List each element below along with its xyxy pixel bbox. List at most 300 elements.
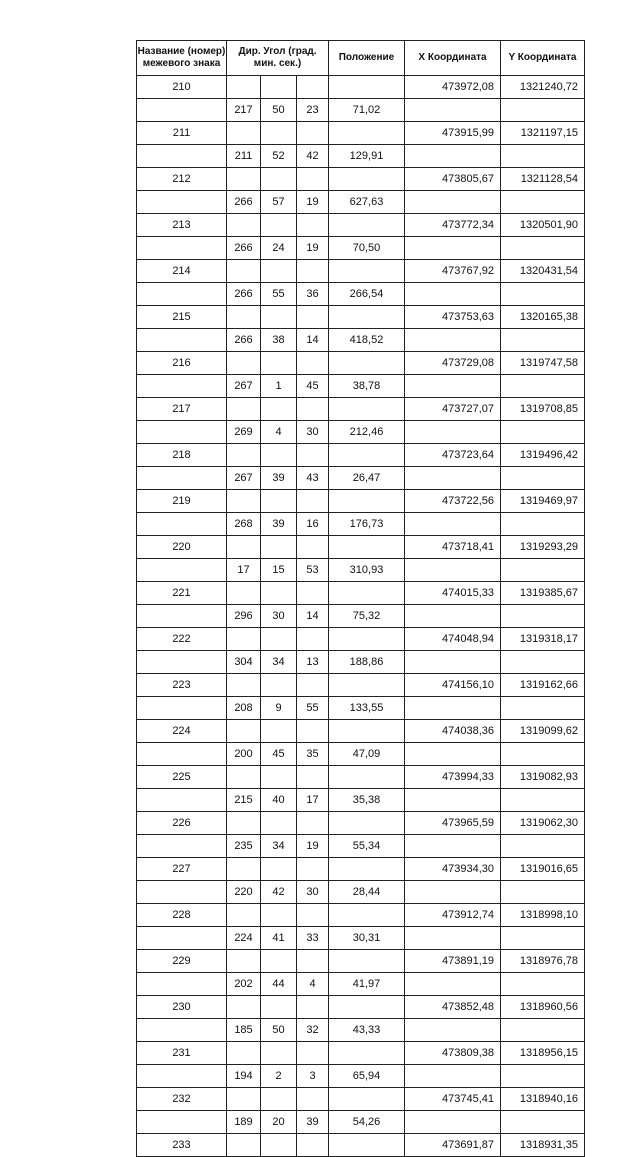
point-name: 232 [137, 1088, 227, 1111]
angle-minutes: 57 [261, 191, 297, 214]
angle-degrees: 217 [227, 99, 261, 122]
empty-cell [261, 306, 297, 329]
point-row [137, 352, 585, 375]
y-coordinate: 1318998,10 [501, 904, 585, 927]
empty-cell [297, 122, 329, 145]
segment-row [137, 743, 585, 766]
empty-cell [261, 950, 297, 973]
angle-minutes: 38 [261, 329, 297, 352]
segment-distance: 627,63 [329, 191, 405, 214]
empty-cell [261, 766, 297, 789]
empty-cell [297, 812, 329, 835]
angle-degrees: 235 [227, 835, 261, 858]
angle-seconds: 4 [297, 973, 329, 996]
y-coordinate: 1319318,17 [501, 628, 585, 651]
point-name: 221 [137, 582, 227, 605]
angle-seconds: 39 [297, 1111, 329, 1134]
segment-distance: 212,46 [329, 421, 405, 444]
y-coordinate: 1320431,54 [501, 260, 585, 283]
empty-cell [297, 628, 329, 651]
point-row [137, 996, 585, 1019]
angle-degrees: 208 [227, 697, 261, 720]
empty-cell [261, 490, 297, 513]
empty-cell [227, 1042, 261, 1065]
empty-cell [405, 789, 501, 812]
empty-cell [297, 950, 329, 973]
x-coordinate: 473727,07 [405, 398, 501, 421]
angle-seconds: 30 [297, 881, 329, 904]
empty-cell [329, 674, 405, 697]
angle-seconds: 32 [297, 1019, 329, 1042]
x-coordinate: 473753,63 [405, 306, 501, 329]
angle-seconds: 13 [297, 651, 329, 674]
angle-minutes: 52 [261, 145, 297, 168]
empty-cell [137, 145, 227, 168]
angle-degrees: 296 [227, 605, 261, 628]
empty-cell [297, 352, 329, 375]
boundary-points-sheet [136, 40, 585, 1157]
point-name: 211 [137, 122, 227, 145]
empty-cell [329, 1088, 405, 1111]
x-coordinate: 473745,41 [405, 1088, 501, 1111]
segment-distance: 418,52 [329, 329, 405, 352]
point-row [137, 812, 585, 835]
empty-cell [329, 812, 405, 835]
segment-distance: 176,73 [329, 513, 405, 536]
empty-cell [261, 1088, 297, 1111]
y-coordinate: 1319062,30 [501, 812, 585, 835]
angle-seconds: 14 [297, 329, 329, 352]
point-row [137, 766, 585, 789]
angle-minutes: 24 [261, 237, 297, 260]
segment-row [137, 467, 585, 490]
angle-minutes: 50 [261, 99, 297, 122]
segment-distance: 47,09 [329, 743, 405, 766]
angle-degrees: 17 [227, 559, 261, 582]
angle-seconds: 53 [297, 559, 329, 582]
point-name: 219 [137, 490, 227, 513]
empty-cell [405, 329, 501, 352]
empty-cell [261, 76, 297, 99]
y-coordinate: 1321240,72 [501, 76, 585, 99]
empty-cell [297, 168, 329, 191]
empty-cell [405, 881, 501, 904]
empty-cell [137, 1111, 227, 1134]
point-row [137, 950, 585, 973]
segment-row [137, 927, 585, 950]
empty-cell [329, 306, 405, 329]
segment-distance: 266,54 [329, 283, 405, 306]
empty-cell [329, 858, 405, 881]
empty-cell [329, 398, 405, 421]
angle-minutes: 39 [261, 513, 297, 536]
point-row [137, 628, 585, 651]
empty-cell [329, 720, 405, 743]
empty-cell [297, 306, 329, 329]
segment-row [137, 605, 585, 628]
angle-seconds: 43 [297, 467, 329, 490]
segment-row [137, 375, 585, 398]
x-coordinate: 473767,92 [405, 260, 501, 283]
y-coordinate: 1319082,93 [501, 766, 585, 789]
x-coordinate: 473891,19 [405, 950, 501, 973]
empty-cell [261, 1134, 297, 1157]
segment-row [137, 881, 585, 904]
point-name: 217 [137, 398, 227, 421]
empty-cell [297, 858, 329, 881]
y-coordinate: 1321128,54 [501, 168, 585, 191]
angle-degrees: 211 [227, 145, 261, 168]
point-row [137, 904, 585, 927]
segment-row [137, 559, 585, 582]
empty-cell [227, 1088, 261, 1111]
empty-cell [329, 628, 405, 651]
y-coordinate: 1318976,78 [501, 950, 585, 973]
empty-cell [405, 973, 501, 996]
empty-cell [261, 628, 297, 651]
point-name: 229 [137, 950, 227, 973]
segment-row [137, 421, 585, 444]
empty-cell [137, 605, 227, 628]
point-name: 216 [137, 352, 227, 375]
point-name: 218 [137, 444, 227, 467]
empty-cell [501, 743, 585, 766]
empty-cell [329, 490, 405, 513]
empty-cell [501, 605, 585, 628]
angle-seconds: 19 [297, 237, 329, 260]
segment-distance: 41,97 [329, 973, 405, 996]
empty-cell [405, 697, 501, 720]
x-coordinate: 473772,34 [405, 214, 501, 237]
empty-cell [501, 927, 585, 950]
empty-cell [297, 1042, 329, 1065]
empty-cell [227, 628, 261, 651]
angle-seconds: 42 [297, 145, 329, 168]
empty-cell [261, 674, 297, 697]
empty-cell [137, 651, 227, 674]
point-row [137, 490, 585, 513]
empty-cell [405, 927, 501, 950]
point-name: 228 [137, 904, 227, 927]
angle-degrees: 202 [227, 973, 261, 996]
empty-cell [227, 996, 261, 1019]
coordinates-table [136, 40, 585, 1157]
angle-seconds: 55 [297, 697, 329, 720]
segment-distance: 129,91 [329, 145, 405, 168]
empty-cell [329, 766, 405, 789]
angle-degrees: 266 [227, 191, 261, 214]
empty-cell [297, 1134, 329, 1157]
empty-cell [137, 237, 227, 260]
angle-minutes: 4 [261, 421, 297, 444]
y-coordinate: 1319099,62 [501, 720, 585, 743]
empty-cell [227, 444, 261, 467]
empty-cell [261, 582, 297, 605]
empty-cell [137, 881, 227, 904]
empty-cell [137, 743, 227, 766]
empty-cell [405, 375, 501, 398]
y-coordinate: 1321197,15 [501, 122, 585, 145]
empty-cell [501, 329, 585, 352]
empty-cell [405, 191, 501, 214]
empty-cell [261, 812, 297, 835]
y-coordinate: 1318960,56 [501, 996, 585, 1019]
point-row [137, 858, 585, 881]
empty-cell [501, 145, 585, 168]
empty-cell [501, 513, 585, 536]
empty-cell [261, 214, 297, 237]
x-coordinate: 473722,56 [405, 490, 501, 513]
point-row [137, 306, 585, 329]
angle-degrees: 266 [227, 237, 261, 260]
empty-cell [137, 927, 227, 950]
y-coordinate: 1318931,35 [501, 1134, 585, 1157]
empty-cell [137, 283, 227, 306]
point-row [137, 398, 585, 421]
x-coordinate: 474015,33 [405, 582, 501, 605]
angle-degrees: 200 [227, 743, 261, 766]
angle-minutes: 30 [261, 605, 297, 628]
segment-distance: 38,78 [329, 375, 405, 398]
empty-cell [137, 697, 227, 720]
point-name: 220 [137, 536, 227, 559]
point-name: 212 [137, 168, 227, 191]
segment-distance: 35,38 [329, 789, 405, 812]
empty-cell [329, 168, 405, 191]
empty-cell [501, 697, 585, 720]
empty-cell [297, 674, 329, 697]
empty-cell [297, 536, 329, 559]
angle-minutes: 34 [261, 651, 297, 674]
point-row [137, 582, 585, 605]
segment-distance: 310,93 [329, 559, 405, 582]
empty-cell [227, 536, 261, 559]
segment-row [137, 283, 585, 306]
empty-cell [227, 214, 261, 237]
segment-distance: 71,02 [329, 99, 405, 122]
empty-cell [261, 122, 297, 145]
empty-cell [329, 76, 405, 99]
empty-cell [137, 513, 227, 536]
x-coordinate: 474038,36 [405, 720, 501, 743]
empty-cell [405, 145, 501, 168]
angle-degrees: 267 [227, 375, 261, 398]
empty-cell [227, 168, 261, 191]
angle-minutes: 15 [261, 559, 297, 582]
empty-cell [137, 375, 227, 398]
angle-minutes: 50 [261, 1019, 297, 1042]
empty-cell [405, 99, 501, 122]
empty-cell [405, 283, 501, 306]
empty-cell [261, 352, 297, 375]
y-coordinate: 1318956,15 [501, 1042, 585, 1065]
point-name: 222 [137, 628, 227, 651]
empty-cell [329, 536, 405, 559]
segment-distance: 30,31 [329, 927, 405, 950]
segment-distance: 65,94 [329, 1065, 405, 1088]
segment-distance: 26,47 [329, 467, 405, 490]
empty-cell [137, 973, 227, 996]
empty-cell [297, 490, 329, 513]
empty-cell [137, 835, 227, 858]
empty-cell [329, 444, 405, 467]
empty-cell [227, 858, 261, 881]
empty-cell [501, 99, 585, 122]
empty-cell [227, 674, 261, 697]
empty-cell [501, 835, 585, 858]
empty-cell [297, 904, 329, 927]
header-y-coordinate: Y Координата [501, 41, 585, 76]
segment-row [137, 1019, 585, 1042]
angle-seconds: 36 [297, 283, 329, 306]
angle-degrees: 266 [227, 329, 261, 352]
point-row [137, 674, 585, 697]
angle-degrees: 266 [227, 283, 261, 306]
empty-cell [501, 191, 585, 214]
point-row [137, 536, 585, 559]
segment-distance: 28,44 [329, 881, 405, 904]
angle-seconds: 14 [297, 605, 329, 628]
angle-seconds: 23 [297, 99, 329, 122]
segment-distance: 70,50 [329, 237, 405, 260]
empty-cell [261, 168, 297, 191]
angle-degrees: 268 [227, 513, 261, 536]
segment-row [137, 145, 585, 168]
angle-minutes: 20 [261, 1111, 297, 1134]
empty-cell [405, 1065, 501, 1088]
point-row [137, 168, 585, 191]
point-row [137, 1134, 585, 1157]
empty-cell [501, 421, 585, 444]
empty-cell [501, 559, 585, 582]
empty-cell [501, 1111, 585, 1134]
angle-minutes: 44 [261, 973, 297, 996]
empty-cell [137, 1019, 227, 1042]
empty-cell [227, 76, 261, 99]
segment-row [137, 329, 585, 352]
segment-row [137, 99, 585, 122]
header-direction-angle: Дир. Угол (град. мин. сек.) [227, 41, 329, 76]
empty-cell [227, 306, 261, 329]
empty-cell [297, 582, 329, 605]
x-coordinate: 473805,67 [405, 168, 501, 191]
angle-seconds: 16 [297, 513, 329, 536]
angle-degrees: 215 [227, 789, 261, 812]
empty-cell [137, 1065, 227, 1088]
segment-distance: 54,26 [329, 1111, 405, 1134]
point-row [137, 122, 585, 145]
segment-distance: 188,86 [329, 651, 405, 674]
angle-seconds: 19 [297, 191, 329, 214]
y-coordinate: 1319162,66 [501, 674, 585, 697]
header-x-coordinate: X Координата [405, 41, 501, 76]
empty-cell [227, 904, 261, 927]
y-coordinate: 1320165,38 [501, 306, 585, 329]
segment-distance: 75,32 [329, 605, 405, 628]
empty-cell [329, 904, 405, 927]
x-coordinate: 473809,38 [405, 1042, 501, 1065]
point-name: 227 [137, 858, 227, 881]
segment-row [137, 789, 585, 812]
x-coordinate: 473723,64 [405, 444, 501, 467]
empty-cell [405, 421, 501, 444]
angle-degrees: 267 [227, 467, 261, 490]
y-coordinate: 1319293,29 [501, 536, 585, 559]
x-coordinate: 474156,10 [405, 674, 501, 697]
empty-cell [501, 1065, 585, 1088]
empty-cell [405, 467, 501, 490]
angle-seconds: 33 [297, 927, 329, 950]
angle-degrees: 224 [227, 927, 261, 950]
segment-row [137, 1065, 585, 1088]
empty-cell [329, 352, 405, 375]
x-coordinate: 473852,48 [405, 996, 501, 1019]
point-name: 225 [137, 766, 227, 789]
segment-distance: 55,34 [329, 835, 405, 858]
empty-cell [261, 1042, 297, 1065]
point-row [137, 214, 585, 237]
empty-cell [501, 283, 585, 306]
y-coordinate: 1319385,67 [501, 582, 585, 605]
angle-minutes: 9 [261, 697, 297, 720]
empty-cell [261, 858, 297, 881]
segment-row [137, 651, 585, 674]
empty-cell [405, 513, 501, 536]
empty-cell [227, 490, 261, 513]
point-row [137, 720, 585, 743]
point-row [137, 76, 585, 99]
empty-cell [329, 582, 405, 605]
empty-cell [137, 559, 227, 582]
empty-cell [405, 1111, 501, 1134]
empty-cell [137, 99, 227, 122]
empty-cell [405, 237, 501, 260]
empty-cell [405, 651, 501, 674]
point-row [137, 1088, 585, 1111]
x-coordinate: 473912,74 [405, 904, 501, 927]
angle-degrees: 304 [227, 651, 261, 674]
angle-minutes: 34 [261, 835, 297, 858]
point-name: 231 [137, 1042, 227, 1065]
empty-cell [137, 421, 227, 444]
x-coordinate: 473691,87 [405, 1134, 501, 1157]
empty-cell [261, 720, 297, 743]
segment-row [137, 973, 585, 996]
empty-cell [501, 237, 585, 260]
angle-seconds: 3 [297, 1065, 329, 1088]
segment-distance: 133,55 [329, 697, 405, 720]
y-coordinate: 1318940,16 [501, 1088, 585, 1111]
empty-cell [227, 260, 261, 283]
y-coordinate: 1319016,65 [501, 858, 585, 881]
point-name: 233 [137, 1134, 227, 1157]
empty-cell [329, 260, 405, 283]
empty-cell [329, 950, 405, 973]
segment-distance: 43,33 [329, 1019, 405, 1042]
header-row [137, 41, 585, 76]
empty-cell [405, 605, 501, 628]
angle-seconds: 35 [297, 743, 329, 766]
y-coordinate: 1319496,42 [501, 444, 585, 467]
empty-cell [297, 1088, 329, 1111]
empty-cell [227, 720, 261, 743]
empty-cell [501, 1019, 585, 1042]
angle-degrees: 185 [227, 1019, 261, 1042]
empty-cell [501, 651, 585, 674]
empty-cell [261, 444, 297, 467]
angle-minutes: 39 [261, 467, 297, 490]
point-row [137, 1042, 585, 1065]
